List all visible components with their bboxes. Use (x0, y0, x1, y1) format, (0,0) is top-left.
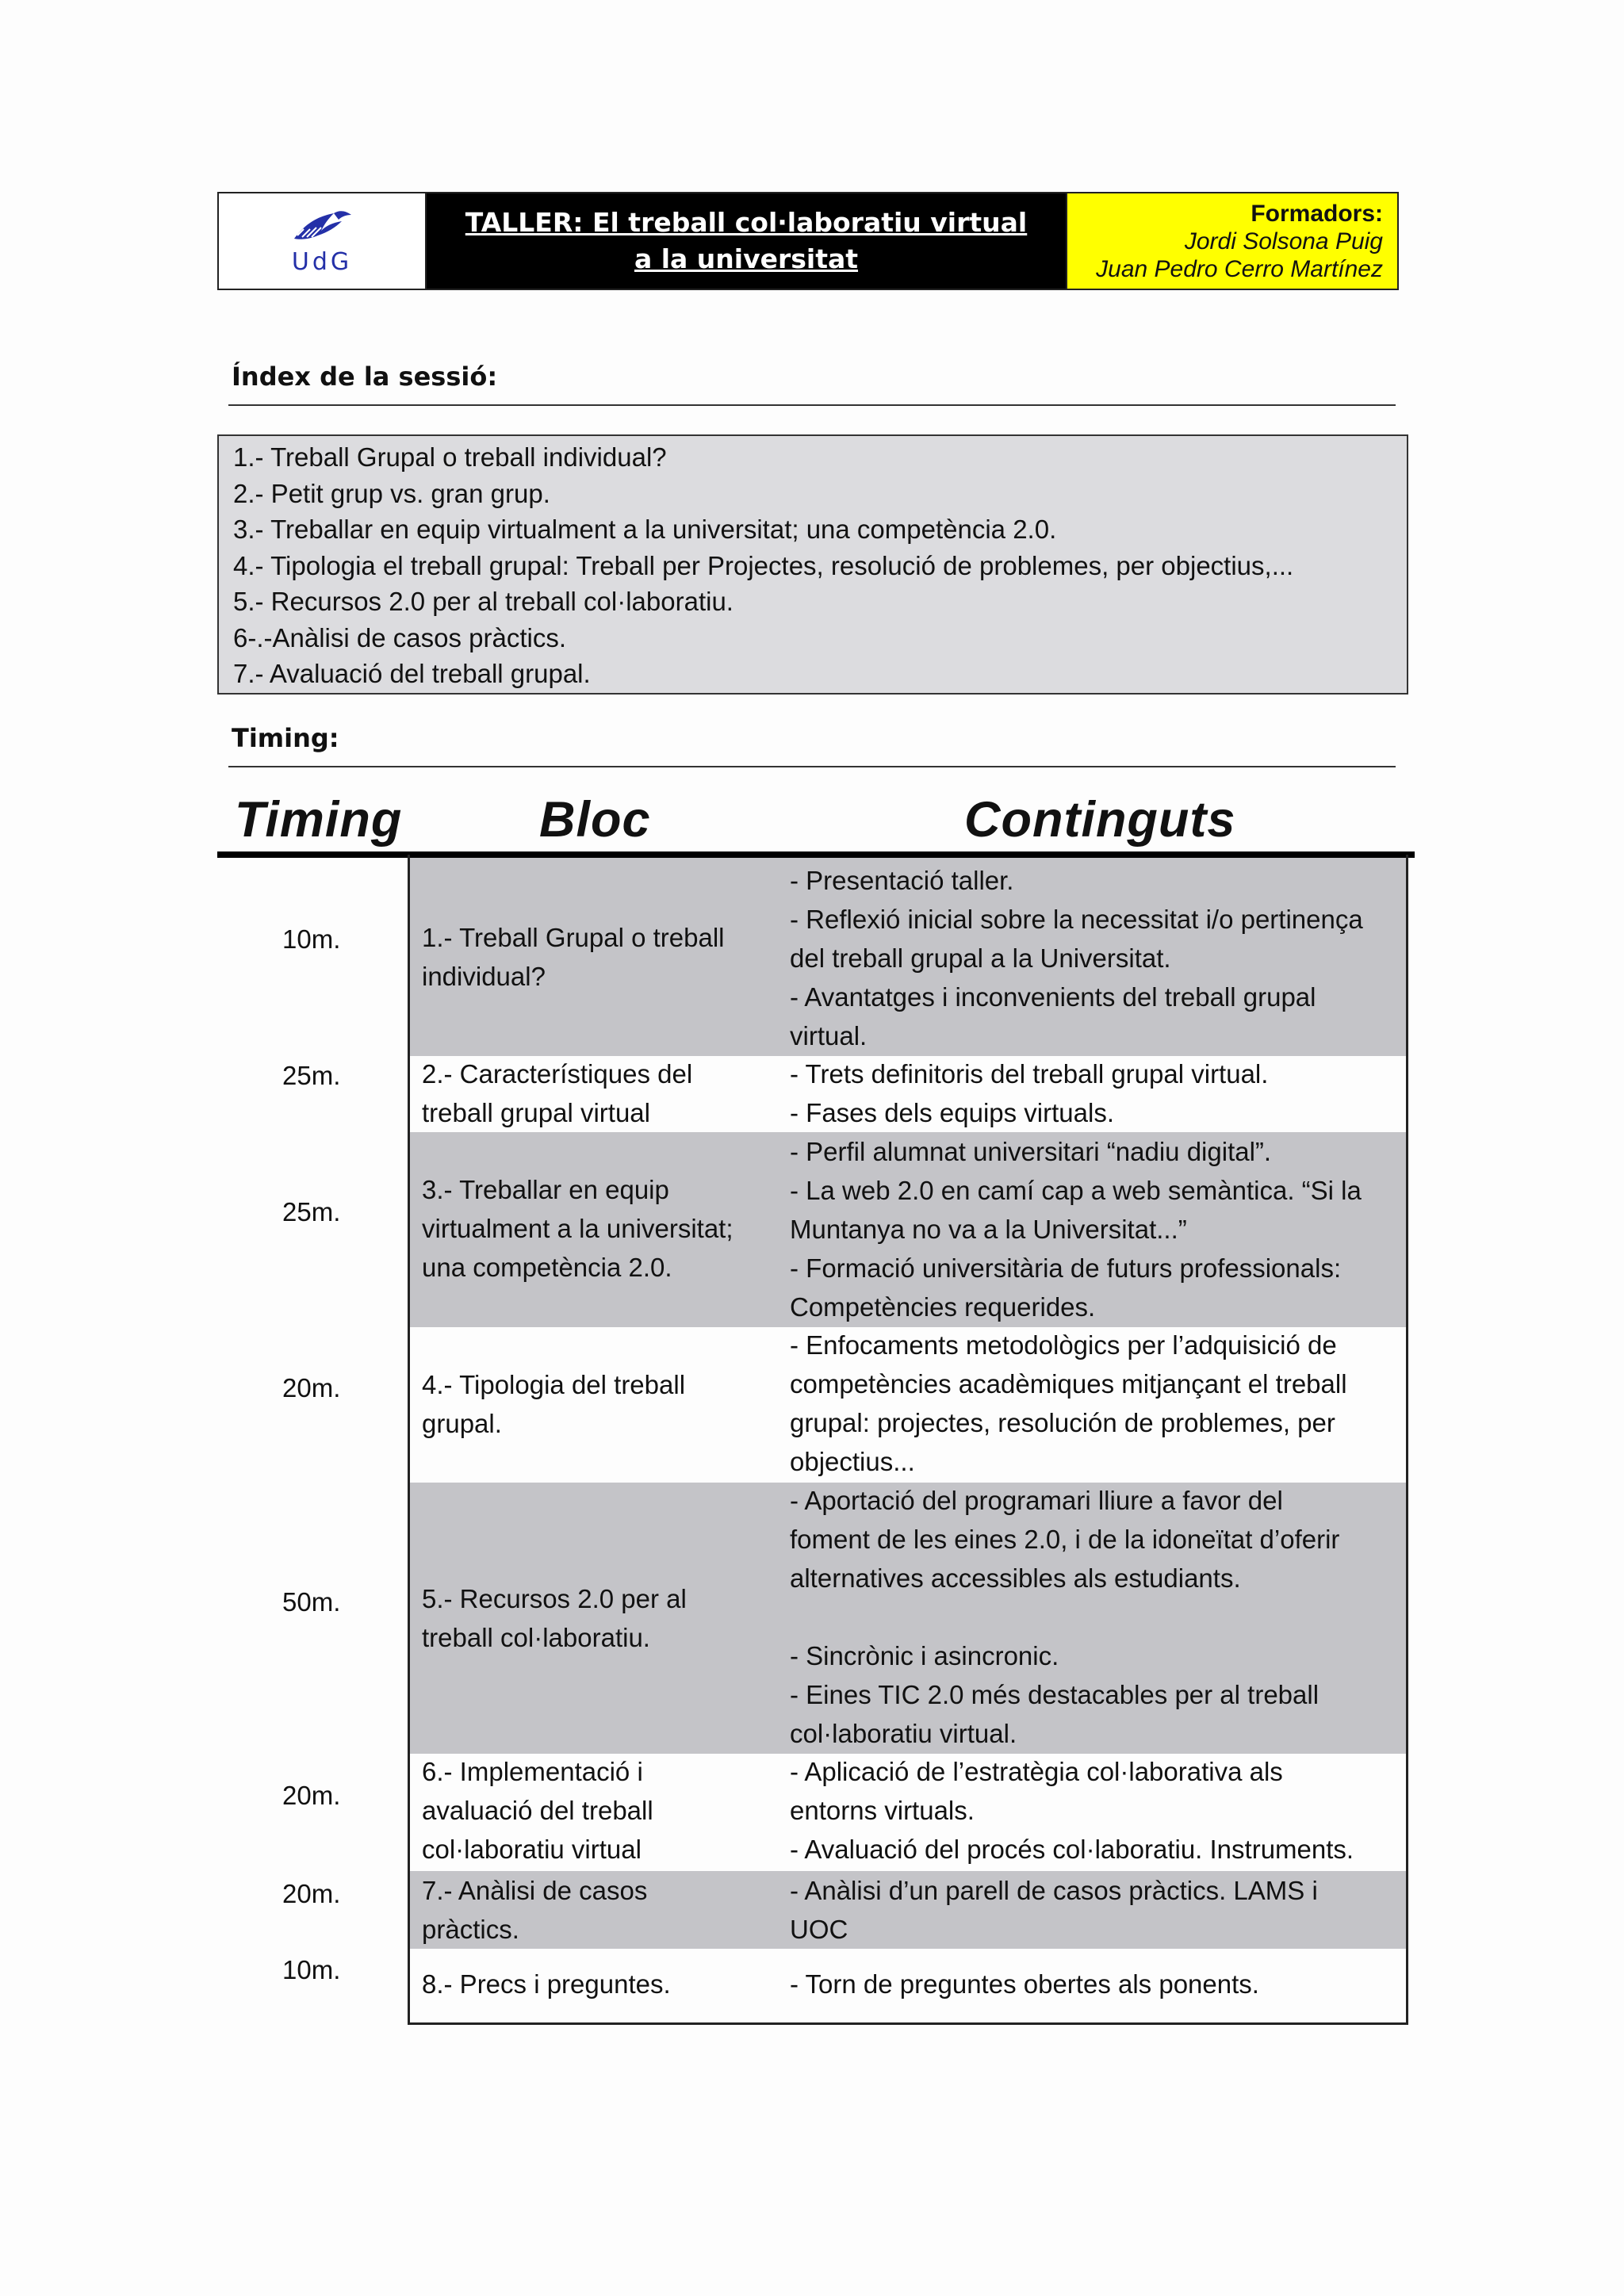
divider (228, 766, 1396, 767)
row-content: - Enfocaments metodològics per l’adquisició de competències acadèmiques mitjançant el treball grupal: projectes, resolución de problemes, per objectius... (790, 1330, 1347, 1476)
row-time: 25m. (282, 1061, 341, 1090)
logo-text: UdG (291, 247, 353, 276)
index-item: 2.- Petit grup vs. gran grup. (233, 478, 550, 508)
row-bloc: 2.- Característiques del treball grupal virtual (422, 1059, 693, 1127)
trainers-box (1066, 193, 1397, 289)
trainers-label: Formadors: (1251, 201, 1383, 227)
trainer-name: Jordi Solsona Puig (1184, 228, 1383, 254)
header-box (217, 192, 1399, 290)
index-item: 3.- Treballar en equip virtualment a la universitat; una competència 2.0. (233, 515, 1057, 544)
index-item: 4.- Tipologia el treball grupal: Treball per Projectes, resolució de problemes, per objectius,... (233, 550, 1294, 580)
row-time: 20m. (282, 1373, 341, 1402)
index-heading: Índex de la sessió: (232, 362, 498, 392)
divider (228, 404, 1396, 406)
row-content: - Anàlisi d’un parell de casos pràctics. LAMS i UOC (790, 1876, 1318, 1944)
row-time: 25m. (282, 1197, 341, 1226)
udg-logo (219, 193, 427, 289)
trainer-name: Juan Pedro Cerro Martínez (1096, 256, 1383, 282)
row-time: 10m. (282, 924, 341, 954)
row-bloc: 7.- Anàlisi de casos pràctics. (422, 1876, 648, 1944)
table-frame (408, 855, 1408, 2025)
index-item: 6-.-Anàlisi de casos pràctics. (233, 622, 566, 652)
bird-logo-icon (286, 207, 358, 247)
row-time: 20m. (282, 1879, 341, 1908)
row-bloc: 3.- Treballar en equip virtualment a la universitat; una competència 2.0. (422, 1175, 733, 1282)
column-header-continguts: Continguts (964, 792, 1236, 848)
row-content: - Torn de preguntes obertes als ponents. (790, 1969, 1259, 1999)
column-header-timing: Timing (235, 792, 403, 848)
column-header-bloc: Bloc (539, 792, 651, 848)
index-list (217, 434, 1408, 695)
row-bloc: 6.- Implementació i avaluació del treball col·laboratiu virtual (422, 1757, 653, 1864)
row-content: - Aportació del programari lliure a favor del foment de les eines 2.0, i de la idoneïtat d’oferir alternatives accessibles als estudiants. - Sincrònic i asincronic. - Eines TIC 2.0 més destacables per al treball col·laboratiu virtual. (790, 1486, 1340, 1748)
row-time: 50m. (282, 1587, 341, 1617)
row-content: - Aplicació de l’estratègia col·laborativa als entorns virtuals. - Avaluació del procés col·laboratiu. Instruments. (790, 1757, 1354, 1864)
row-bloc: 1.- Treball Grupal o treball individual? (422, 923, 725, 991)
index-item: 1.- Treball Grupal o treball individual? (233, 442, 667, 472)
index-item: 7.- Avaluació del treball grupal. (233, 659, 591, 688)
row-bloc: 5.- Recursos 2.0 per al treball col·laboratiu. (422, 1584, 687, 1652)
workshop-title: TALLER: El treball col·laboratiu virtual a la universitat (427, 193, 1066, 289)
row-bloc: 8.- Precs i preguntes. (422, 1969, 671, 1999)
row-time: 10m. (282, 1955, 341, 1984)
row-content: - Presentació taller. - Reflexió inicial sobre la necessitat i/o pertinença del treball grupal a la Universitat. - Avantatges i inconvenients del treball grupal virtual. (790, 866, 1363, 1050)
row-content: - Trets definitoris del treball grupal virtual. - Fases dels equips virtuals. (790, 1059, 1269, 1127)
row-bloc: 4.- Tipologia del treball grupal. (422, 1370, 686, 1438)
row-time: 20m. (282, 1781, 341, 1810)
timing-heading: Timing: (232, 723, 339, 753)
index-item: 5.- Recursos 2.0 per al treball col·laboratiu. (233, 587, 733, 616)
row-content: - Perfil alumnat universitari “nadiu digital”. - La web 2.0 en camí cap a web semàntica. “Si la Muntanya no va a la Universitat...” - Formació universitària de futurs professionals: Competències requerides. (790, 1137, 1362, 1322)
